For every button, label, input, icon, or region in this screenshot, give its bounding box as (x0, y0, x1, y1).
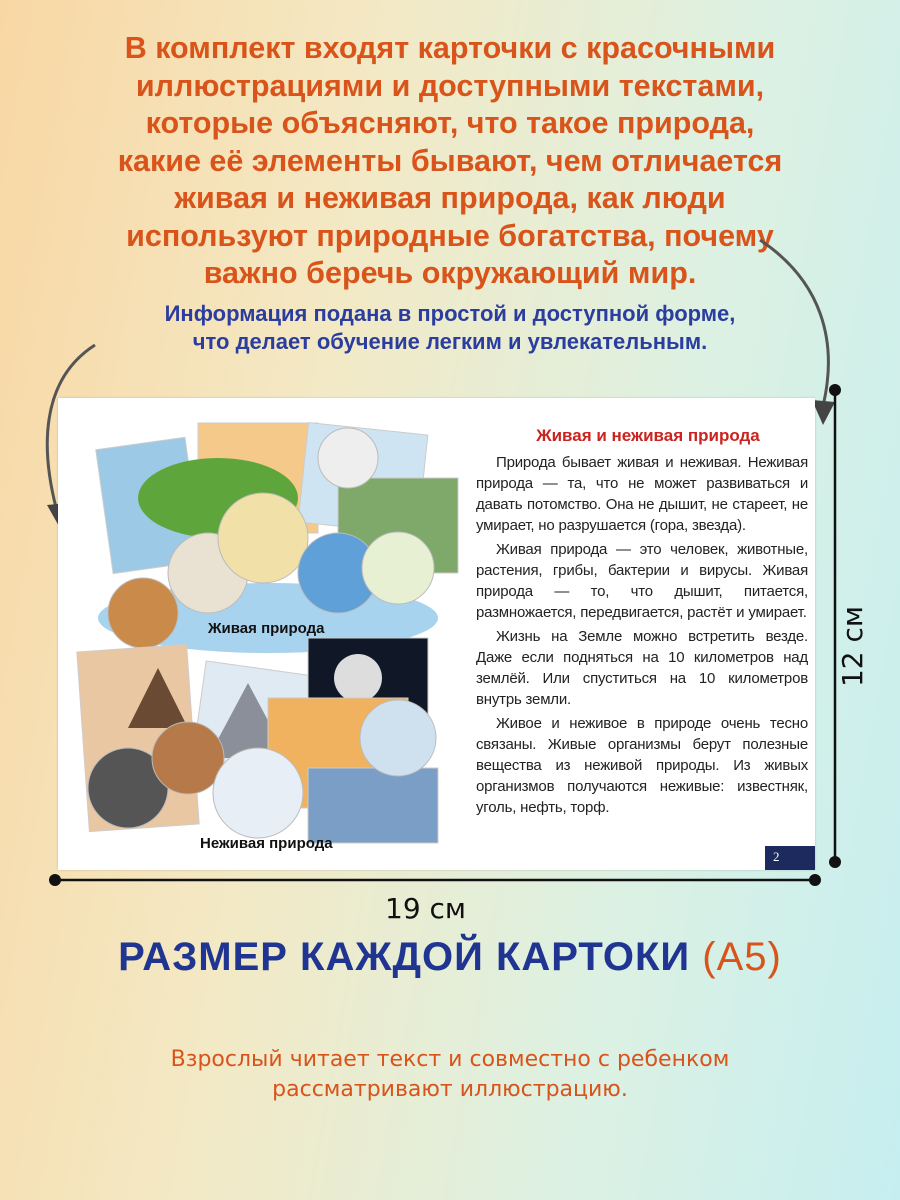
subheading-line: что делает обучение легким и увлекательным. (192, 329, 708, 354)
sample-card (58, 398, 815, 870)
subheading-line: Информация подана в простой и доступной форме, (164, 301, 736, 326)
size-title (0, 935, 900, 980)
size-title-text: РАЗМЕР КАЖДОЙ КАРТОКИ (118, 935, 691, 979)
card-paragraph: Жизнь на Земле можно встретить везде. Даже если подняться на 10 километров над землёй. Или спуститься на 10 километров внутрь земли. (476, 628, 808, 708)
bottom-text-line: рассматривают иллюстрацию. (272, 1077, 628, 1102)
dimension-endpoint (829, 384, 841, 396)
heading-line: В комплект входят карточки с красочными (124, 31, 776, 65)
heading-line: используют природные богатства, почему (126, 218, 774, 253)
card-text (476, 452, 808, 821)
card-title: Живая и неживая природа (536, 426, 760, 445)
size-format: (А5) (702, 935, 782, 979)
bottom-text (60, 1045, 840, 1105)
dimension-endpoint (809, 874, 821, 886)
dimension-endpoint (49, 874, 61, 886)
label-nonliving-nature: Неживая природа (200, 835, 333, 852)
card-paragraph: Природа бывает живая и неживая. Неживая природа — та, что не может развиваться и давать потомство. Она не дышит, не стареет, не умирает, но разрушается (гора, звезда). (476, 454, 808, 534)
heading-line: которые объясняют, что такое природа, (145, 106, 755, 140)
heading-line: живая и неживая природа, как люди (174, 181, 726, 215)
dimension-endpoint (829, 856, 841, 868)
width-label: 19 см (385, 892, 467, 925)
page-number: 2 (765, 846, 815, 870)
card-paragraph: Живое и неживое в природе очень тесно связаны. Живые организмы берут полезные вещества из неживой природы. Из живых организмов получаются неживые: известняк, уголь, нефть, торф. (476, 715, 808, 816)
heading-line: какие её элементы бывают, чем отличается (117, 143, 783, 178)
bottom-text-line: Взрослый читает текст и совместно с ребенком (170, 1047, 730, 1072)
heading-line: иллюстрациями и доступными текстами, (135, 68, 765, 103)
label-living-nature: Живая природа (208, 620, 325, 637)
card-paragraph: Живая природа — это человек, животные, растения, грибы, бактерии и вирусы. Живая природа — то, что дышит, питается, размножается, передвигается, растёт и умирает. (476, 541, 808, 621)
heading-line: важно беречь окружающий мир. (203, 256, 697, 290)
height-label: 12 см (836, 605, 870, 688)
right-arrowhead-icon (812, 400, 835, 425)
right-curved-arrow (760, 240, 828, 410)
